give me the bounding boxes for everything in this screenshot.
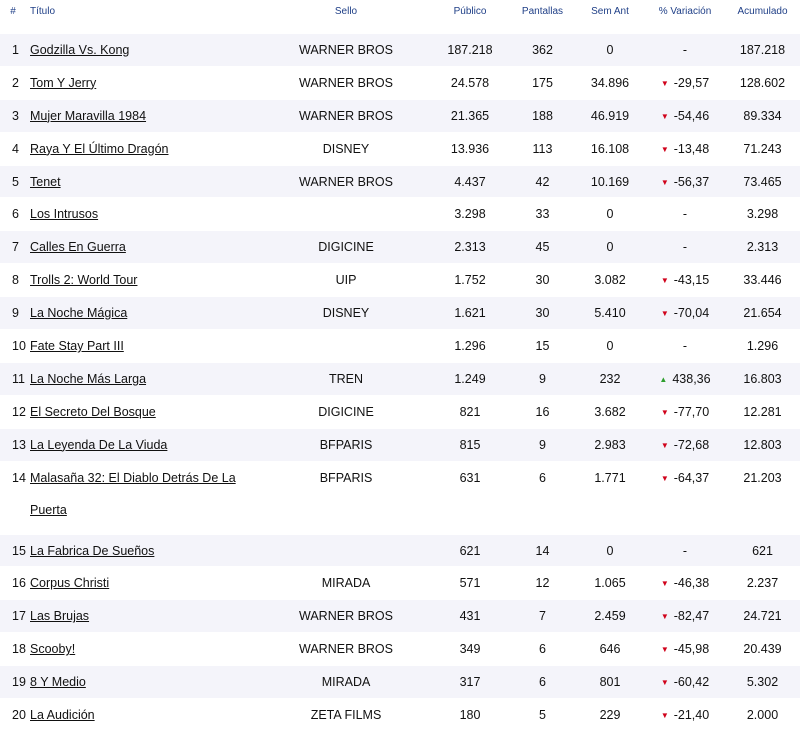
trend-down-icon: ▼ bbox=[660, 309, 669, 319]
title-cell bbox=[26, 66, 262, 99]
acumulado-cell: 128.602 bbox=[725, 66, 800, 99]
rank-cell: 9 bbox=[0, 297, 26, 330]
acumulado-cell: 1.296 bbox=[725, 330, 800, 363]
trend-down-icon: ▼ bbox=[660, 473, 669, 483]
movie-title-link[interactable]: Corpus Christi bbox=[30, 576, 110, 591]
publico-cell: 317 bbox=[430, 666, 510, 699]
title-cell bbox=[26, 34, 262, 67]
movie-title-link[interactable]: Calles En Guerra bbox=[30, 240, 126, 255]
sello-cell: WARNER BROS bbox=[262, 165, 430, 198]
movie-title-link[interactable]: La Noche Más Larga bbox=[30, 371, 147, 386]
variacion-value: - bbox=[682, 543, 688, 558]
acumulado-cell: 24.721 bbox=[725, 600, 800, 633]
variacion-value: -29,57 bbox=[673, 75, 710, 90]
publico-cell: 1.296 bbox=[430, 330, 510, 363]
rank-cell: 17 bbox=[0, 600, 26, 633]
publico-cell: 4.437 bbox=[430, 165, 510, 198]
sem-ant-cell: 0 bbox=[575, 330, 645, 363]
table-row bbox=[0, 297, 800, 330]
sem-ant-cell: 0 bbox=[575, 198, 645, 231]
pantallas-cell: 9 bbox=[510, 428, 575, 461]
publico-cell: 571 bbox=[430, 567, 510, 600]
publico-cell: 821 bbox=[430, 395, 510, 428]
header-title[interactable]: Título bbox=[30, 6, 56, 17]
sem-ant-cell: 2.983 bbox=[575, 428, 645, 461]
movie-title-link[interactable]: Raya Y El Último Dragón bbox=[30, 141, 169, 156]
sem-ant-cell: 646 bbox=[575, 633, 645, 666]
publico-cell: 1.621 bbox=[430, 297, 510, 330]
sello-cell: BFPARIS bbox=[262, 428, 430, 461]
pantallas-cell: 6 bbox=[510, 461, 575, 534]
rank-cell: 13 bbox=[0, 428, 26, 461]
movie-title-link[interactable]: Trolls 2: World Tour bbox=[30, 273, 138, 288]
movie-title-link[interactable]: Las Brujas bbox=[30, 609, 90, 624]
table-row bbox=[0, 395, 800, 428]
rank-cell: 19 bbox=[0, 666, 26, 699]
acumulado-cell: 20.439 bbox=[725, 633, 800, 666]
publico-cell: 21.365 bbox=[430, 99, 510, 132]
sem-ant-cell: 0 bbox=[575, 34, 645, 67]
table-row bbox=[0, 165, 800, 198]
movie-title-link[interactable]: Godzilla Vs. Kong bbox=[30, 42, 130, 57]
header-num: # bbox=[10, 6, 16, 17]
variacion-cell bbox=[645, 567, 725, 600]
publico-cell: 1.752 bbox=[430, 264, 510, 297]
sello-cell: DISNEY bbox=[262, 132, 430, 165]
sello-cell bbox=[262, 198, 430, 231]
title-cell bbox=[26, 362, 262, 395]
trend-down-icon: ▼ bbox=[660, 144, 669, 154]
pantallas-cell: 113 bbox=[510, 132, 575, 165]
sello-cell bbox=[262, 330, 430, 363]
table-body bbox=[0, 34, 800, 731]
sello-cell bbox=[262, 534, 430, 567]
variacion-cell bbox=[645, 633, 725, 666]
acumulado-cell: 89.334 bbox=[725, 99, 800, 132]
variacion-cell bbox=[645, 132, 725, 165]
sello-cell: WARNER BROS bbox=[262, 66, 430, 99]
variacion-value: - bbox=[682, 240, 688, 255]
variacion-value: -45,98 bbox=[673, 642, 710, 657]
variacion-value: - bbox=[682, 42, 688, 57]
pantallas-cell: 42 bbox=[510, 165, 575, 198]
acumulado-cell: 21.203 bbox=[725, 461, 800, 534]
pantallas-cell: 30 bbox=[510, 297, 575, 330]
rank-cell: 1 bbox=[0, 34, 26, 67]
sem-ant-cell: 46.919 bbox=[575, 99, 645, 132]
pantallas-cell: 33 bbox=[510, 198, 575, 231]
table-header bbox=[0, 0, 800, 34]
publico-cell: 187.218 bbox=[430, 34, 510, 67]
sem-ant-cell: 0 bbox=[575, 534, 645, 567]
rank-cell: 2 bbox=[0, 66, 26, 99]
sem-ant-cell: 3.082 bbox=[575, 264, 645, 297]
acumulado-cell: 2.000 bbox=[725, 699, 800, 731]
pantallas-cell: 362 bbox=[510, 34, 575, 67]
title-cell bbox=[26, 99, 262, 132]
movie-title-link[interactable]: La Leyenda De La Viuda bbox=[30, 437, 168, 452]
pantallas-cell: 12 bbox=[510, 567, 575, 600]
acumulado-cell: 73.465 bbox=[725, 165, 800, 198]
pantallas-cell: 9 bbox=[510, 362, 575, 395]
table-row bbox=[0, 231, 800, 264]
sello-cell: TREN bbox=[262, 362, 430, 395]
rank-cell: 12 bbox=[0, 395, 26, 428]
table-row bbox=[0, 66, 800, 99]
title-cell bbox=[26, 198, 262, 231]
acumulado-cell: 2.313 bbox=[725, 231, 800, 264]
pantallas-cell: 45 bbox=[510, 231, 575, 264]
movie-title-link[interactable]: Tom Y Jerry bbox=[30, 75, 97, 90]
trend-up-icon: ▲ bbox=[659, 374, 668, 384]
trend-down-icon: ▼ bbox=[660, 78, 669, 88]
table-row bbox=[0, 600, 800, 633]
title-cell bbox=[26, 699, 262, 731]
sem-ant-cell: 801 bbox=[575, 666, 645, 699]
sem-ant-cell: 10.169 bbox=[575, 165, 645, 198]
title-cell bbox=[26, 132, 262, 165]
movie-title-link[interactable]: La Noche Mágica bbox=[30, 306, 128, 321]
publico-cell: 2.313 bbox=[430, 231, 510, 264]
rank-cell: 16 bbox=[0, 567, 26, 600]
trend-down-icon: ▼ bbox=[660, 177, 669, 187]
sello-cell: MIRADA bbox=[262, 567, 430, 600]
table-row bbox=[0, 34, 800, 67]
acumulado-cell: 16.803 bbox=[725, 362, 800, 395]
movie-title-link[interactable]: Fate Stay Part III bbox=[30, 338, 124, 353]
header-variacion[interactable]: % Variación bbox=[658, 6, 712, 17]
pantallas-cell: 16 bbox=[510, 395, 575, 428]
table-row bbox=[0, 198, 800, 231]
trend-down-icon: ▼ bbox=[660, 407, 669, 417]
variacion-cell bbox=[645, 600, 725, 633]
variacion-cell bbox=[645, 330, 725, 363]
publico-cell: 1.249 bbox=[430, 362, 510, 395]
sem-ant-cell: 1.771 bbox=[575, 461, 645, 534]
movie-title-link[interactable]: Los Intrusos bbox=[30, 207, 99, 222]
table-row bbox=[0, 99, 800, 132]
variacion-value: -46,38 bbox=[673, 576, 710, 591]
acumulado-cell: 12.803 bbox=[725, 428, 800, 461]
sello-cell: WARNER BROS bbox=[262, 34, 430, 67]
table-row bbox=[0, 534, 800, 567]
table-row bbox=[0, 264, 800, 297]
movie-title-link[interactable]: 8 Y Medio bbox=[30, 675, 86, 690]
publico-cell: 431 bbox=[430, 600, 510, 633]
title-cell bbox=[26, 395, 262, 428]
sem-ant-cell: 5.410 bbox=[575, 297, 645, 330]
title-cell bbox=[26, 428, 262, 461]
variacion-cell bbox=[645, 34, 725, 67]
title-cell bbox=[26, 567, 262, 600]
acumulado-cell: 2.237 bbox=[725, 567, 800, 600]
table-row bbox=[0, 362, 800, 395]
sello-cell: WARNER BROS bbox=[262, 600, 430, 633]
title-cell bbox=[26, 534, 262, 567]
rank-cell: 10 bbox=[0, 330, 26, 363]
title-cell bbox=[26, 231, 262, 264]
pantallas-cell: 15 bbox=[510, 330, 575, 363]
pantallas-cell: 14 bbox=[510, 534, 575, 567]
table-row bbox=[0, 567, 800, 600]
table-row bbox=[0, 330, 800, 363]
pantallas-cell: 6 bbox=[510, 666, 575, 699]
pantallas-cell: 7 bbox=[510, 600, 575, 633]
publico-cell: 24.578 bbox=[430, 66, 510, 99]
rank-cell: 8 bbox=[0, 264, 26, 297]
sem-ant-cell: 2.459 bbox=[575, 600, 645, 633]
variacion-value: -13,48 bbox=[673, 141, 710, 156]
sem-ant-cell: 229 bbox=[575, 699, 645, 731]
variacion-cell bbox=[645, 362, 725, 395]
title-cell bbox=[26, 600, 262, 633]
pantallas-cell: 6 bbox=[510, 633, 575, 666]
sem-ant-cell: 34.896 bbox=[575, 66, 645, 99]
rank-cell: 15 bbox=[0, 534, 26, 567]
trend-down-icon: ▼ bbox=[660, 440, 669, 450]
table-row bbox=[0, 633, 800, 666]
variacion-value: - bbox=[682, 207, 688, 222]
table-row bbox=[0, 132, 800, 165]
sello-cell: DIGICINE bbox=[262, 395, 430, 428]
sem-ant-cell: 3.682 bbox=[575, 395, 645, 428]
title-cell bbox=[26, 165, 262, 198]
sello-cell: DIGICINE bbox=[262, 231, 430, 264]
sem-ant-cell: 232 bbox=[575, 362, 645, 395]
sem-ant-cell: 16.108 bbox=[575, 132, 645, 165]
variacion-value: -72,68 bbox=[673, 437, 710, 452]
table-row bbox=[0, 428, 800, 461]
title-cell bbox=[26, 330, 262, 363]
rank-cell: 14 bbox=[0, 461, 26, 534]
table-row bbox=[0, 699, 800, 731]
variacion-value: -56,37 bbox=[673, 174, 710, 189]
acumulado-cell: 5.302 bbox=[725, 666, 800, 699]
header-pantallas[interactable]: Pantallas bbox=[521, 6, 564, 17]
movie-title-link[interactable]: Tenet bbox=[30, 174, 61, 189]
sello-cell: BFPARIS bbox=[262, 461, 430, 534]
acumulado-cell: 12.281 bbox=[725, 395, 800, 428]
movie-title-link[interactable]: La Fabrica De Sueños bbox=[30, 543, 155, 558]
variacion-value: -82,47 bbox=[673, 609, 710, 624]
sello-cell: UIP bbox=[262, 264, 430, 297]
publico-cell: 349 bbox=[430, 633, 510, 666]
table-row bbox=[0, 461, 800, 534]
acumulado-cell: 33.446 bbox=[725, 264, 800, 297]
title-cell bbox=[26, 666, 262, 699]
title-cell bbox=[26, 461, 262, 534]
publico-cell: 815 bbox=[430, 428, 510, 461]
trend-down-icon: ▼ bbox=[660, 612, 669, 622]
publico-cell: 180 bbox=[430, 699, 510, 731]
header-acumulado[interactable]: Acumulado bbox=[737, 6, 788, 17]
trend-down-icon: ▼ bbox=[660, 111, 669, 121]
sello-cell: WARNER BROS bbox=[262, 99, 430, 132]
table-row bbox=[0, 666, 800, 699]
rank-cell: 6 bbox=[0, 198, 26, 231]
variacion-cell bbox=[645, 231, 725, 264]
acumulado-cell: 187.218 bbox=[725, 34, 800, 67]
variacion-cell bbox=[645, 264, 725, 297]
sello-cell: DISNEY bbox=[262, 297, 430, 330]
variacion-cell bbox=[645, 666, 725, 699]
variacion-cell bbox=[645, 699, 725, 731]
pantallas-cell: 5 bbox=[510, 699, 575, 731]
trend-down-icon: ▼ bbox=[660, 645, 669, 655]
publico-cell: 3.298 bbox=[430, 198, 510, 231]
movie-title-link[interactable]: Malasaña 32: El Diablo Detrás De La Puerta bbox=[30, 470, 236, 517]
title-cell bbox=[26, 297, 262, 330]
variacion-value: 438,36 bbox=[672, 371, 711, 386]
pantallas-cell: 30 bbox=[510, 264, 575, 297]
variacion-value: -54,46 bbox=[673, 108, 710, 123]
trend-down-icon: ▼ bbox=[660, 678, 669, 688]
rank-cell: 7 bbox=[0, 231, 26, 264]
sem-ant-cell: 0 bbox=[575, 231, 645, 264]
pantallas-cell: 188 bbox=[510, 99, 575, 132]
variacion-value: - bbox=[682, 338, 688, 353]
variacion-cell bbox=[645, 99, 725, 132]
rank-cell: 4 bbox=[0, 132, 26, 165]
variacion-cell bbox=[645, 395, 725, 428]
rank-cell: 11 bbox=[0, 362, 26, 395]
variacion-value: -60,42 bbox=[673, 675, 710, 690]
variacion-cell bbox=[645, 165, 725, 198]
acumulado-cell: 3.298 bbox=[725, 198, 800, 231]
movie-title-link[interactable]: Scooby! bbox=[30, 642, 76, 657]
variacion-cell bbox=[645, 198, 725, 231]
pantallas-cell: 175 bbox=[510, 66, 575, 99]
header-sem-ant[interactable]: Sem Ant bbox=[591, 6, 629, 17]
rank-cell: 5 bbox=[0, 165, 26, 198]
variacion-value: -70,04 bbox=[673, 306, 710, 321]
title-cell bbox=[26, 633, 262, 666]
publico-cell: 13.936 bbox=[430, 132, 510, 165]
movie-title-link[interactable]: Mujer Maravilla 1984 bbox=[30, 108, 147, 123]
publico-cell: 631 bbox=[430, 461, 510, 534]
rank-cell: 20 bbox=[0, 699, 26, 731]
movie-title-link[interactable]: El Secreto Del Bosque bbox=[30, 404, 156, 419]
header-publico[interactable]: Público bbox=[453, 6, 487, 17]
variacion-value: -21,40 bbox=[673, 707, 710, 722]
rank-cell: 18 bbox=[0, 633, 26, 666]
movie-title-link[interactable]: La Audición bbox=[30, 707, 95, 722]
header-sello[interactable]: Sello bbox=[334, 6, 358, 17]
sello-cell: WARNER BROS bbox=[262, 633, 430, 666]
acumulado-cell: 71.243 bbox=[725, 132, 800, 165]
title-cell bbox=[26, 264, 262, 297]
variacion-cell bbox=[645, 428, 725, 461]
variacion-cell bbox=[645, 534, 725, 567]
trend-down-icon: ▼ bbox=[660, 579, 669, 589]
variacion-value: -43,15 bbox=[673, 273, 710, 288]
acumulado-cell: 621 bbox=[725, 534, 800, 567]
variacion-value: -77,70 bbox=[673, 404, 710, 419]
trend-down-icon: ▼ bbox=[660, 710, 669, 720]
sello-cell: MIRADA bbox=[262, 666, 430, 699]
variacion-cell bbox=[645, 297, 725, 330]
rank-cell: 3 bbox=[0, 99, 26, 132]
variacion-cell bbox=[645, 461, 725, 534]
publico-cell: 621 bbox=[430, 534, 510, 567]
sello-cell: ZETA FILMS bbox=[262, 699, 430, 731]
acumulado-cell: 21.654 bbox=[725, 297, 800, 330]
variacion-value: -64,37 bbox=[673, 470, 710, 485]
trend-down-icon: ▼ bbox=[660, 276, 669, 286]
sem-ant-cell: 1.065 bbox=[575, 567, 645, 600]
variacion-cell bbox=[645, 66, 725, 99]
